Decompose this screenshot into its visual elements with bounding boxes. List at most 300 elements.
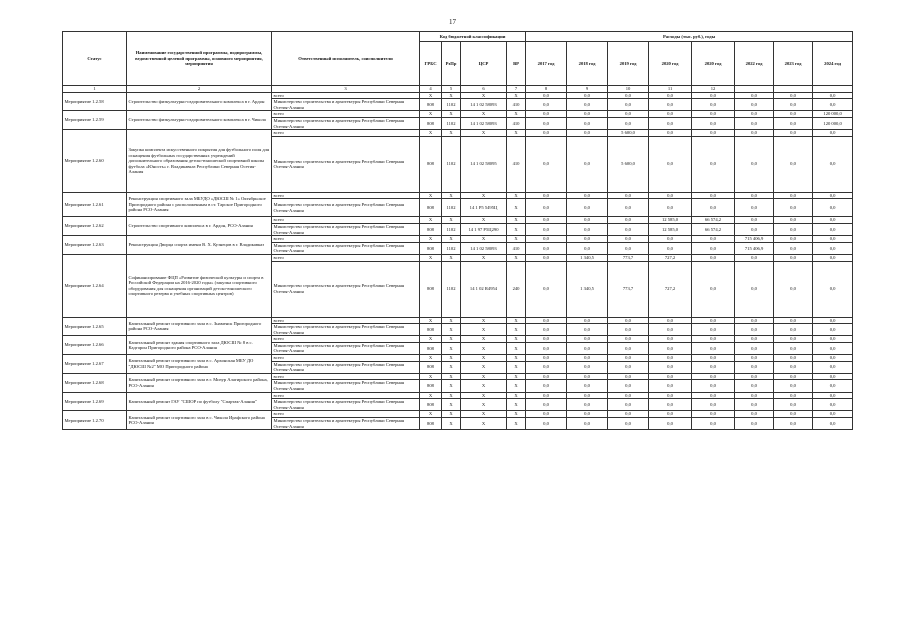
expense-cell: 0,0	[692, 99, 735, 111]
vr-cell: 410	[507, 242, 526, 254]
expense-cell: 0,0	[774, 317, 813, 324]
responsible-cell: Министерство строительства и архитектуры Республики Северная Осетия-Алания	[272, 361, 420, 373]
expense-cell: 5 600,0	[608, 130, 649, 137]
csr-cell: X	[461, 236, 507, 243]
column-number	[735, 86, 774, 93]
rzpr-cell: 1102	[442, 99, 461, 111]
status-cell: Мероприятие 1.2.63	[63, 236, 127, 255]
rzpr-cell: X	[442, 380, 461, 392]
expense-cell: 0,0	[608, 111, 649, 118]
expense-cell: 0,0	[526, 92, 567, 99]
status-cell: Мероприятие 1.2.65	[63, 317, 127, 336]
header-expense-group: Расходы (тыс. руб.), годы	[526, 32, 853, 42]
expense-cell: 0,0	[774, 373, 813, 380]
column-number: 12	[692, 86, 735, 93]
responsible-cell: всего	[272, 217, 420, 224]
expense-cell: 0,0	[649, 136, 692, 192]
expense-cell: 0,0	[692, 418, 735, 430]
status-cell: Мероприятие 1.2.68	[63, 373, 127, 392]
table-row	[63, 254, 853, 261]
grbs-cell: 808	[420, 342, 442, 354]
expense-cell: 0,0	[567, 317, 608, 324]
grbs-cell: 808	[420, 199, 442, 217]
expense-cell: 0,0	[813, 373, 853, 380]
csr-cell: 14 1 P5 5495Ц	[461, 199, 507, 217]
grbs-cell: 808	[420, 136, 442, 192]
table-row	[63, 411, 853, 418]
expense-cell: 0,0	[526, 336, 567, 343]
expense-cell: 0,0	[774, 242, 813, 254]
grbs-cell: X	[420, 92, 442, 99]
expense-cell: 0,0	[774, 92, 813, 99]
vr-cell: 410	[507, 99, 526, 111]
status-cell: Мероприятие 1.2.70	[63, 411, 127, 430]
expense-cell: 0,0	[608, 380, 649, 392]
expense-cell: 0,0	[774, 355, 813, 362]
expense-cell: 0,0	[567, 418, 608, 430]
expense-cell: 0,0	[567, 380, 608, 392]
csr-cell: X	[461, 399, 507, 411]
expense-cell: 0,0	[567, 217, 608, 224]
expense-cell: 0,0	[649, 373, 692, 380]
expense-cell: 0,0	[774, 130, 813, 137]
expense-cell: 0,0	[567, 411, 608, 418]
csr-cell: X	[461, 355, 507, 362]
expense-cell: 0,0	[649, 342, 692, 354]
expense-cell: 0,0	[526, 199, 567, 217]
rzpr-cell: X	[442, 217, 461, 224]
vr-cell: X	[507, 418, 526, 430]
expense-cell: 0,0	[692, 117, 735, 129]
rzpr-cell: 1102	[442, 117, 461, 129]
column-number-row	[63, 86, 853, 93]
vr-cell: 240	[507, 261, 526, 317]
expense-cell: 0,0	[692, 324, 735, 336]
responsible-cell: всего	[272, 373, 420, 380]
expense-cell: 0,0	[692, 355, 735, 362]
rzpr-cell: X	[442, 111, 461, 118]
expense-cell: 0,0	[567, 392, 608, 399]
header-year: 2020 год	[649, 42, 692, 86]
expense-cell: 0,0	[608, 324, 649, 336]
expense-cell: 0,0	[735, 373, 774, 380]
csr-cell: 14 1 02 58093	[461, 117, 507, 129]
expense-cell: 0,0	[608, 399, 649, 411]
vr-cell: X	[507, 192, 526, 199]
expense-cell: 0,0	[735, 324, 774, 336]
expense-cell: 0,0	[608, 336, 649, 343]
vr-cell: X	[507, 130, 526, 137]
expense-cell: 0,0	[526, 136, 567, 192]
expense-cell: 0,0	[608, 217, 649, 224]
expense-cell: 0,0	[608, 411, 649, 418]
status-cell: Мероприятие 1.2.67	[63, 355, 127, 374]
grbs-cell: 808	[420, 380, 442, 392]
expense-cell: 0,0	[735, 99, 774, 111]
name-cell: Капитальный ремонт спортивного зала в г. Мизур Алагирского района, РСО-Алания	[127, 373, 272, 392]
responsible-cell: Министерство строительства и архитектуры Республики Северная Осетия-Алания	[272, 99, 420, 111]
expense-cell: 0,0	[735, 130, 774, 137]
vr-cell: X	[507, 254, 526, 261]
expense-cell: 0,0	[735, 192, 774, 199]
expense-cell: 715 406,9	[735, 242, 774, 254]
expense-cell: 0,0	[735, 342, 774, 354]
vr-cell: X	[507, 236, 526, 243]
expense-cell: 0,0	[526, 217, 567, 224]
expense-cell: 0,0	[735, 380, 774, 392]
responsible-cell: Министерство строительства и архитектуры Республики Северная Осетия-Алания	[272, 136, 420, 192]
column-number: 5	[442, 86, 461, 93]
grbs-cell: 808	[420, 399, 442, 411]
expense-cell: 0,0	[526, 373, 567, 380]
rzpr-cell: X	[442, 254, 461, 261]
expense-cell: 0,0	[649, 99, 692, 111]
expense-cell: 0,0	[774, 392, 813, 399]
column-number: 1	[63, 86, 127, 93]
name-cell: Капитальный ремонт спортивного зала в с. Чикола Ирафского района РСО-Алания	[127, 411, 272, 430]
status-cell: Мероприятие 1.2.59	[63, 111, 127, 130]
expense-cell: 66 574,2	[692, 223, 735, 235]
header-year: 2018 год	[567, 42, 608, 86]
header-year: 2022 год	[735, 42, 774, 86]
expense-cell: 0,0	[567, 111, 608, 118]
rzpr-cell: X	[442, 392, 461, 399]
grbs-cell: X	[420, 355, 442, 362]
expense-cell: 0,0	[692, 130, 735, 137]
expense-cell: 0,0	[692, 136, 735, 192]
responsible-cell: всего	[272, 236, 420, 243]
responsible-cell: всего	[272, 92, 420, 99]
expense-cell: 0,0	[526, 254, 567, 261]
status-cell: Мероприятие 1.2.64	[63, 254, 127, 317]
rzpr-cell: X	[442, 130, 461, 137]
table-row	[63, 317, 853, 324]
status-cell: Мероприятие 1.2.58	[63, 92, 127, 111]
rzpr-cell: X	[442, 411, 461, 418]
header-code-rzpr: РзПр	[442, 42, 461, 86]
column-number: 4	[420, 86, 442, 93]
vr-cell: 410	[507, 136, 526, 192]
grbs-cell: X	[420, 217, 442, 224]
expense-cell: 0,0	[813, 92, 853, 99]
expense-cell: 0,0	[813, 254, 853, 261]
column-number: 2	[127, 86, 272, 93]
expense-cell: 0,0	[649, 392, 692, 399]
column-number	[774, 86, 813, 93]
vr-cell: X	[507, 399, 526, 411]
expense-cell: 0,0	[692, 361, 735, 373]
name-cell: Строительство физкультурно-оздоровительного комплекса в г. Ардон	[127, 92, 272, 111]
table-row	[63, 355, 853, 362]
expense-cell: 0,0	[774, 254, 813, 261]
csr-cell: X	[461, 336, 507, 343]
expense-cell: 0,0	[649, 418, 692, 430]
expense-cell: 0,0	[735, 411, 774, 418]
expense-cell: 0,0	[813, 399, 853, 411]
expense-cell: 0,0	[813, 418, 853, 430]
expense-cell: 0,0	[567, 99, 608, 111]
name-cell: Строительство физкультурно-оздоровительного комплекса в г. Чикола	[127, 111, 272, 130]
expense-cell: 0,0	[774, 261, 813, 317]
grbs-cell: X	[420, 411, 442, 418]
name-cell: Капитальный ремонт спортивного зала в с. Знаменск Пригородного района РСО-Алания	[127, 317, 272, 336]
expense-cell: 0,0	[692, 261, 735, 317]
expense-cell: 0,0	[813, 99, 853, 111]
expense-cell: 0,0	[608, 361, 649, 373]
expense-cell: 773,7	[608, 261, 649, 317]
column-number: 10	[608, 86, 649, 93]
expense-cell: 0,0	[608, 236, 649, 243]
expense-cell: 0,0	[567, 223, 608, 235]
expense-cell: 0,0	[649, 399, 692, 411]
expense-cell: 0,0	[649, 355, 692, 362]
expense-cell: 0,0	[692, 411, 735, 418]
expense-cell: 0,0	[567, 373, 608, 380]
name-cell: Капитальный ремонт здания спортивного зала ДЮСШ № 8 в с. Кадгарон Пригородного района РСО-Алания	[127, 336, 272, 355]
column-number: 11	[649, 86, 692, 93]
expense-cell: 0,0	[735, 392, 774, 399]
header-year: 2020 год	[692, 42, 735, 86]
grbs-cell: 808	[420, 418, 442, 430]
rzpr-cell: X	[442, 192, 461, 199]
rzpr-cell: 1102	[442, 261, 461, 317]
expense-cell: 0,0	[813, 355, 853, 362]
expense-cell: 727,2	[649, 261, 692, 317]
csr-cell: X	[461, 361, 507, 373]
expense-cell: 0,0	[526, 236, 567, 243]
page-number: 17	[449, 18, 456, 26]
expense-cell: 0,0	[608, 342, 649, 354]
expense-cell: 0,0	[608, 192, 649, 199]
expense-cell: 0,0	[774, 324, 813, 336]
expense-cell: 0,0	[692, 254, 735, 261]
vr-cell: X	[507, 392, 526, 399]
expense-cell: 0,0	[692, 399, 735, 411]
vr-cell: X	[507, 324, 526, 336]
responsible-cell: Министерство строительства и архитектуры Республики Северная Осетия-Алания	[272, 223, 420, 235]
expense-cell: 0,0	[608, 117, 649, 129]
responsible-cell: Министерство строительства и архитектуры Республики Северная Осетия-Алания	[272, 342, 420, 354]
budget-table	[62, 31, 853, 430]
expense-cell: 0,0	[813, 199, 853, 217]
expense-cell: 0,0	[774, 223, 813, 235]
expense-cell: 0,0	[526, 317, 567, 324]
csr-cell: X	[461, 111, 507, 118]
expense-cell: 0,0	[567, 136, 608, 192]
expense-cell: 0,0	[692, 342, 735, 354]
rzpr-cell: X	[442, 355, 461, 362]
column-number: 3	[272, 86, 420, 93]
expense-cell: 0,0	[774, 111, 813, 118]
name-cell: Софинансирование ФЦП «Развитие физической культуры и спорта в Российской Федерации на 2016-2020 годы» (закупка спортивного оборудования для оснащения организаций детско-юношеского спортивного резерва и учебных спортивных центров)	[127, 254, 272, 317]
expense-cell: 0,0	[735, 418, 774, 430]
rzpr-cell: 1102	[442, 199, 461, 217]
header-year: 2017 год	[526, 42, 567, 86]
header-code-group: Код бюджетной классификации	[420, 32, 526, 42]
csr-cell: 14 1 02 58093	[461, 99, 507, 111]
grbs-cell: 808	[420, 261, 442, 317]
responsible-cell: всего	[272, 254, 420, 261]
vr-cell: X	[507, 342, 526, 354]
expense-cell: 0,0	[813, 130, 853, 137]
expense-cell: 0,0	[649, 336, 692, 343]
expense-cell: 0,0	[608, 418, 649, 430]
rzpr-cell: X	[442, 342, 461, 354]
vr-cell: X	[507, 217, 526, 224]
name-cell: Строительство спортивного комплекса в г. Ардон, РСО-Алания	[127, 217, 272, 236]
csr-cell: X	[461, 92, 507, 99]
expense-cell: 0,0	[526, 192, 567, 199]
expense-cell: 0,0	[735, 199, 774, 217]
expense-cell: 0,0	[813, 217, 853, 224]
expense-cell: 0,0	[567, 336, 608, 343]
responsible-cell: Министерство строительства и архитектуры Республики Северная Осетия-Алания	[272, 199, 420, 217]
vr-cell: X	[507, 92, 526, 99]
expense-cell: 0,0	[692, 111, 735, 118]
expense-cell: 0,0	[567, 117, 608, 129]
csr-cell: X	[461, 392, 507, 399]
expense-cell: 0,0	[567, 361, 608, 373]
status-cell: Мероприятие 1.2.60	[63, 130, 127, 193]
expense-cell: 0,0	[608, 242, 649, 254]
expense-cell: 0,0	[692, 380, 735, 392]
status-cell: Мероприятие 1.2.62	[63, 217, 127, 236]
table-row	[63, 130, 853, 137]
expense-cell: 0,0	[526, 342, 567, 354]
csr-cell: X	[461, 418, 507, 430]
rzpr-cell: X	[442, 418, 461, 430]
expense-cell: 0,0	[774, 117, 813, 129]
expense-cell: 0,0	[608, 355, 649, 362]
expense-cell: 0,0	[774, 399, 813, 411]
expense-cell: 0,0	[813, 317, 853, 324]
vr-cell: 410	[507, 117, 526, 129]
header-name: Наименование государственной программы, подпрограммы, ведомственной целевой программы, основного мероприятия, мероприятия	[127, 32, 272, 86]
rzpr-cell: X	[442, 336, 461, 343]
responsible-cell: всего	[272, 411, 420, 418]
table-row	[63, 392, 853, 399]
header-year: 2024 год	[813, 42, 853, 86]
expense-cell: 0,0	[526, 99, 567, 111]
grbs-cell: X	[420, 111, 442, 118]
grbs-cell: 808	[420, 117, 442, 129]
rzpr-cell: 1102	[442, 136, 461, 192]
grbs-cell: X	[420, 392, 442, 399]
expense-cell: 0,0	[774, 236, 813, 243]
grbs-cell: X	[420, 130, 442, 137]
csr-cell: X	[461, 192, 507, 199]
header-year: 2019 год	[608, 42, 649, 86]
expense-cell: 0,0	[649, 317, 692, 324]
expense-cell: 0,0	[692, 373, 735, 380]
rzpr-cell: X	[442, 324, 461, 336]
expense-cell: 0,0	[526, 392, 567, 399]
csr-cell: X	[461, 317, 507, 324]
csr-cell: 14 1 02 58093	[461, 242, 507, 254]
expense-cell: 12 585,0	[649, 223, 692, 235]
expense-cell: 0,0	[649, 361, 692, 373]
expense-cell: 0,0	[649, 117, 692, 129]
expense-cell: 0,0	[774, 192, 813, 199]
expense-cell: 0,0	[735, 361, 774, 373]
rzpr-cell: X	[442, 92, 461, 99]
vr-cell: X	[507, 355, 526, 362]
expense-cell: 0,0	[774, 411, 813, 418]
expense-cell: 0,0	[813, 236, 853, 243]
expense-cell: 0,0	[649, 380, 692, 392]
status-cell: Мероприятие 1.2.69	[63, 392, 127, 411]
expense-cell: 0,0	[649, 324, 692, 336]
responsible-cell: Министерство строительства и архитектуры Республики Северная Осетия-Алания	[272, 261, 420, 317]
responsible-cell: всего	[272, 317, 420, 324]
expense-cell: 0,0	[526, 261, 567, 317]
expense-cell: 1 340,5	[567, 261, 608, 317]
expense-cell: 0,0	[774, 361, 813, 373]
grbs-cell: X	[420, 317, 442, 324]
expense-cell: 0,0	[735, 223, 774, 235]
expense-cell: 0,0	[526, 380, 567, 392]
header-code-grbs: ГРБС	[420, 42, 442, 86]
responsible-cell: всего	[272, 130, 420, 137]
rzpr-cell: X	[442, 373, 461, 380]
expense-cell: 0,0	[774, 99, 813, 111]
name-cell: Капитальный ремонт спортивного зала в с. Архонская МБУ ДО "ДЮСШ №2" МО Пригородного района	[127, 355, 272, 374]
grbs-cell: 808	[420, 361, 442, 373]
grbs-cell: 808	[420, 99, 442, 111]
column-number	[813, 86, 853, 93]
csr-cell: X	[461, 217, 507, 224]
vr-cell: X	[507, 361, 526, 373]
grbs-cell: X	[420, 236, 442, 243]
expense-cell: 0,0	[813, 392, 853, 399]
header-code-vr: ВР	[507, 42, 526, 86]
expense-cell: 5 600,0	[608, 136, 649, 192]
expense-cell: 0,0	[735, 92, 774, 99]
rzpr-cell: 1102	[442, 223, 461, 235]
csr-cell: 14 1 02 58095	[461, 136, 507, 192]
header-responsible: Ответственный исполнитель, соисполнители	[272, 32, 420, 86]
expense-cell: 0,0	[526, 324, 567, 336]
rzpr-cell: X	[442, 399, 461, 411]
responsible-cell: всего	[272, 355, 420, 362]
table-row	[63, 336, 853, 343]
expense-cell: 120 000,0	[813, 111, 853, 118]
vr-cell: X	[507, 111, 526, 118]
expense-cell: 0,0	[526, 130, 567, 137]
csr-cell: X	[461, 324, 507, 336]
expense-cell: 0,0	[774, 217, 813, 224]
expense-cell: 1 340,5	[567, 254, 608, 261]
name-cell: Реконструкция спортивного зала МБУДО «ДЮСШ № 1» Октябрьское Пригородного района с расположенным в ст. Тарское Пригородного района РСО-Алания	[127, 192, 272, 217]
table-row	[63, 111, 853, 118]
table-row	[63, 192, 853, 199]
expense-cell: 0,0	[774, 136, 813, 192]
expense-cell: 0,0	[813, 136, 853, 192]
expense-cell: 0,0	[774, 342, 813, 354]
csr-cell: 14 1 02 R4954	[461, 261, 507, 317]
table-row	[63, 373, 853, 380]
grbs-cell: X	[420, 254, 442, 261]
header-code-csr: ЦСР	[461, 42, 507, 86]
responsible-cell: Министерство строительства и архитектуры Республики Северная Осетия-Алания	[272, 418, 420, 430]
expense-cell: 0,0	[608, 99, 649, 111]
table-row	[63, 236, 853, 243]
responsible-cell: всего	[272, 192, 420, 199]
expense-cell: 0,0	[813, 380, 853, 392]
responsible-cell: Министерство строительства и архитектуры Республики Северная Осетия-Алания	[272, 117, 420, 129]
grbs-cell: X	[420, 336, 442, 343]
expense-cell: 0,0	[813, 223, 853, 235]
